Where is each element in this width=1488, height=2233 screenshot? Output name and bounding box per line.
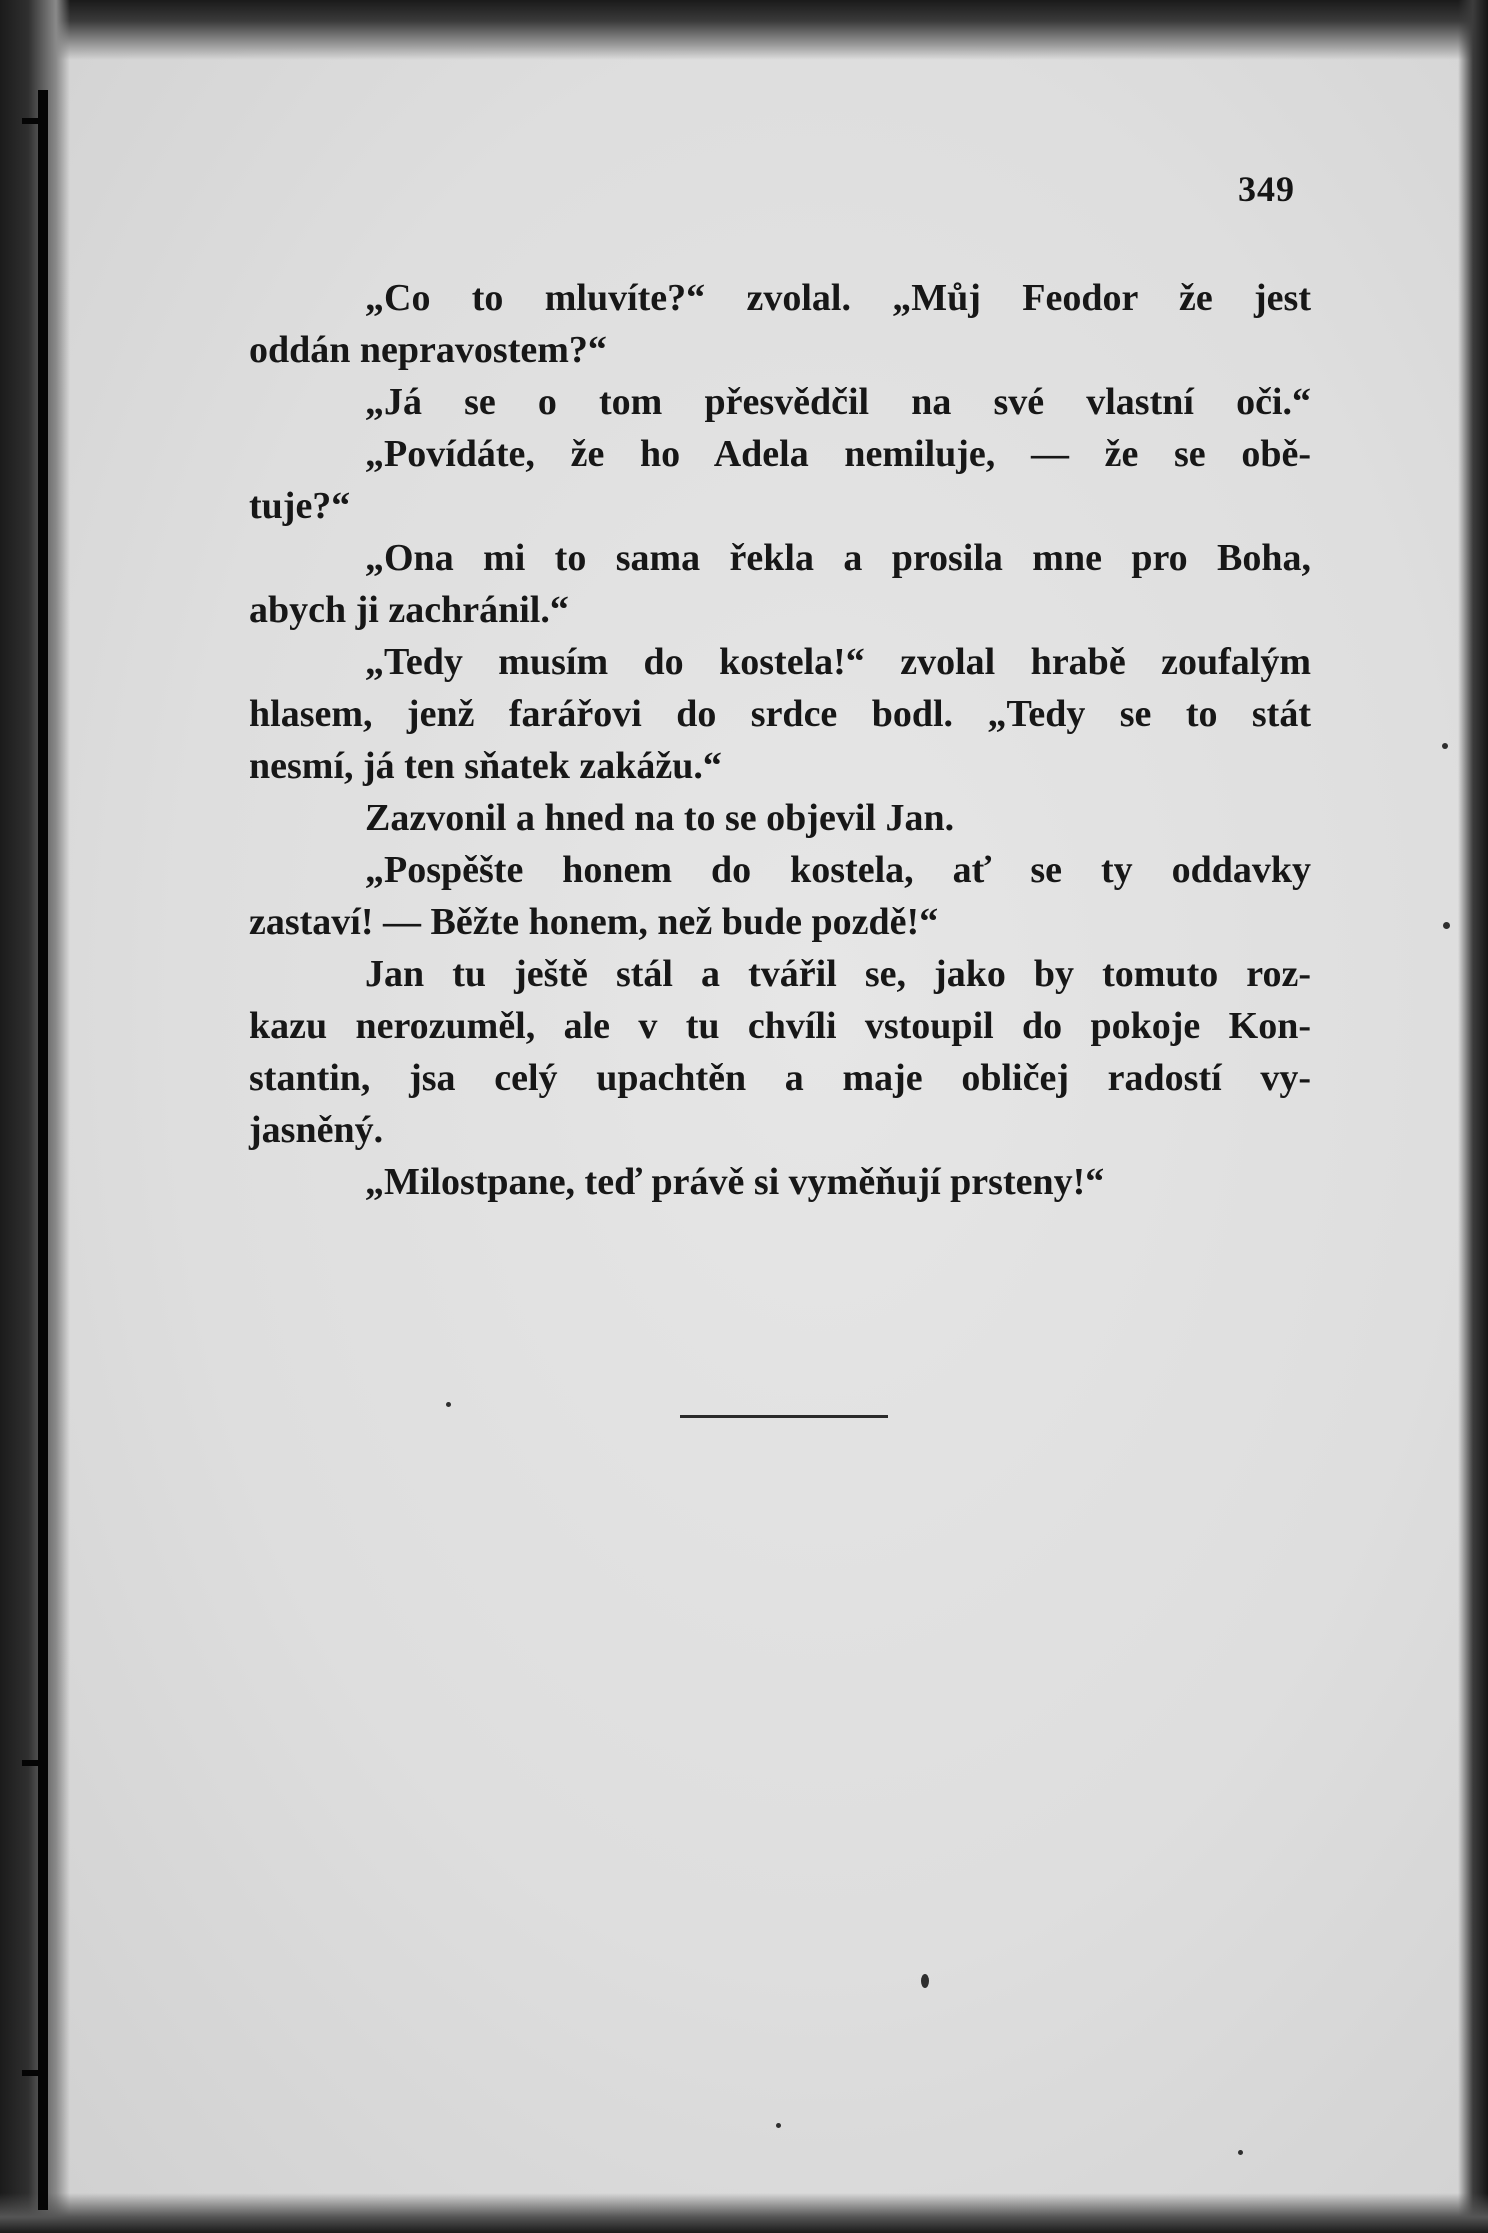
scan-speck xyxy=(921,1974,929,1988)
text-line: nesmí, já ten sňatek zakážu.“ xyxy=(249,745,722,787)
text-line: Jan tu ještě stál a tvářil se, jako by tomuto roz- xyxy=(365,953,1311,995)
text-line: Zazvonil a hned na to se objevil Jan. xyxy=(365,797,955,839)
text-line: „Ona mi to sama řekla a prosila mne pro Boha, xyxy=(365,537,1311,579)
binding-spine xyxy=(38,90,48,2210)
page-number: 349 xyxy=(1238,169,1295,209)
text-line: zastaví! — Běžte honem, než bude pozdě!“ xyxy=(249,901,939,943)
scan-speck xyxy=(446,1402,451,1407)
text-line: „Pospěšte honem do kostela, ať se ty oddavky xyxy=(365,849,1311,891)
text-line: „Milostpane, teď právě si vyměňují prsteny!“ xyxy=(365,1161,1105,1203)
text-line: oddán nepravostem?“ xyxy=(249,329,607,371)
scan-speck xyxy=(776,2123,781,2128)
text-line: hlasem, jenž farářovi do srdce bodl. „Tedy se to stát xyxy=(249,693,1311,735)
text-line: „Já se o tom přesvědčil na své vlastní oči.“ xyxy=(365,381,1311,423)
text-line: tuje?“ xyxy=(249,485,351,527)
text-line: kazu nerozuměl, ale v tu chvíli vstoupil do pokoje Kon- xyxy=(249,1005,1311,1047)
text-line: stantin, jsa celý upachtěn a maje obličej radostí vy- xyxy=(249,1057,1311,1099)
text-line: „Povídáte, že ho Adela nemiluje, — že se obě- xyxy=(365,433,1311,475)
text-line: „Co to mluvíte?“ zvolal. „Můj Feodor že jest xyxy=(365,277,1311,319)
scan-speck xyxy=(1443,922,1450,929)
scan-speck xyxy=(1238,2150,1243,2155)
chapter-end-rule xyxy=(680,1415,888,1418)
scan-top-edge xyxy=(0,0,1488,60)
text-line: jasněný. xyxy=(249,1109,384,1151)
spine-tick xyxy=(22,2070,48,2076)
text-line: „Tedy musím do kostela!“ zvolal hrabě zoufalým xyxy=(365,641,1311,683)
scan-speck xyxy=(1442,743,1448,749)
spine-tick xyxy=(22,1760,48,1766)
scan-right-edge xyxy=(1458,0,1488,2233)
scan-bottom-edge xyxy=(0,2193,1488,2233)
scan-left-edge xyxy=(0,0,70,2233)
spine-tick xyxy=(22,118,48,124)
text-line: abych ji zachránil.“ xyxy=(249,589,569,631)
